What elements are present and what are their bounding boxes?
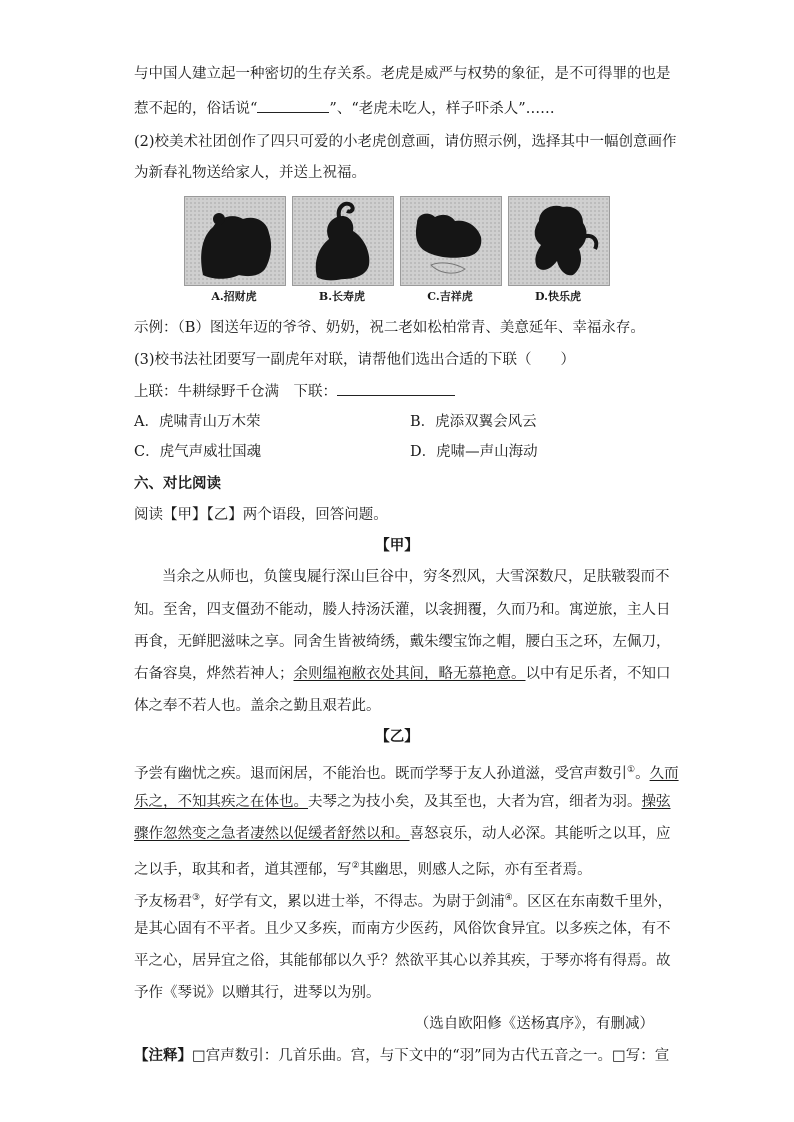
jia-line-5: 体之奉不若人也。盖余之勤且艰若此。 [134,698,381,714]
yi-line-6: 是其心固有不平者。且少又多疾，而南方少医药，风俗饮食异宜。以多疾之体，有不 [134,921,671,937]
yi-line-8: 予作《琴说》以赠其行，进琴以为别。 [134,985,381,1001]
jia-line-4-b: 以中有足乐者，不知口 [525,666,671,682]
jia-underlined-sentence: 余则缊袍敝衣处其间，略无慕艳意。 [293,666,526,682]
option-b[interactable]: B．虎添双翼会风云 [410,414,537,430]
caption-c: C.吉祥虎 [427,290,473,303]
answer-blank-2[interactable] [337,381,455,396]
q2-line-2: 为新春礼物送给家人，并送上祝福。 [134,165,366,181]
jia-line-4 [134,664,671,684]
yi-line-5-c: 。区区在东南数千里外， [512,893,673,910]
couplet-text: 上联：牛耕绿野千仓满 下联： [134,384,337,400]
jia-line-2: 知。至舍，四支僵劲不能动，媵人持汤沃灌，以衾拥覆，久而乃和。寓逆旅，主人日 [134,602,671,618]
option-c[interactable]: C．虎气声威壮国魂 [134,444,262,460]
caption-d: D.快乐虎 [535,290,581,303]
q3-line-1: (3)校书法社团要写一副虎年对联，请帮他们选出合适的下联（ ） [134,352,576,368]
caption-a: A.招财虎 [211,290,257,303]
yi-line-2-b: 夫琴之为技小矣，及其至也，大者为宫，细者为羽。 [308,794,642,810]
tiger-d-silhouette [509,197,609,285]
tiger-panel-c [400,196,502,286]
tiger-c-silhouette [401,197,501,285]
footnote-mark-3: ③ [192,893,201,903]
section-6-instruction: 阅读【甲】【乙】两个语段，回答问题。 [134,507,388,523]
yi-line-1 [134,760,679,784]
jia-line-1: 当余之从师也，负箧曳屣行深山巨谷中，穷冬烈风，大雪深数尺，足肤皲裂而不 [162,569,670,585]
answer-blank-1[interactable] [257,98,329,113]
tiger-panel-d [508,196,610,286]
yi-line-2 [134,792,671,812]
jia-line-4-a: 右备容臭，烨然若神人； [134,666,294,682]
yi-heading: 【乙】 [375,728,419,745]
yi-line-4-a: 之以手，取其和者，道其湮郁，写 [134,861,352,878]
option-d[interactable]: D．虎啸—声山海动 [410,444,538,460]
option-a[interactable]: A．虎啸青山万木荣 [134,414,261,430]
yi-line-1-a: 予尝有幽忧之疾。退而闲居，不能治也。既而学琴于友人孙道滋，受宫声数引 [134,765,627,782]
notes-line [134,1046,669,1066]
yi-line-4 [134,856,592,880]
yi-line-5-a: 予友杨君 [134,893,192,910]
yi-line-5-b: ，好学有文，累以进士举，不得志。为尉于剑浦 [200,893,505,910]
yi-line-5 [134,888,672,912]
yi-line-3-b: 喜怒哀乐，动人必深。其能听之以耳，应 [409,826,671,842]
notes-label: 【注释】 [134,1047,192,1064]
tiger-a-silhouette [185,197,285,285]
couplet-line [134,381,455,402]
tiger-picture-strip [184,196,608,304]
notes-text: □宫声数引：几首乐曲。宫，与下文中的“羽”同为古代五音之一。□写：宣 [192,1048,670,1064]
q2-example: 示例：（B）图送年迈的爷爷、奶奶，祝二老如松柏常青、美意延年、幸福永存。 [134,320,645,336]
intro-line-1: 与中国人建立起一种密切的生存关系。老虎是威严与权势的象征，是不可得罪的也是 [134,66,671,82]
caption-b: B.长寿虎 [318,290,366,303]
jia-heading: 【甲】 [375,537,419,554]
tiger-b-silhouette [293,197,393,285]
jia-line-3: 再食，无鲜肥滋味之享。同舍生皆被绮绣，戴朱缨宝饰之帽，腰白玉之环，左佩刀， [134,634,671,650]
yi-line-1-b: 。 [635,765,650,782]
yi-line-4-b: 其幽思，则感人之际，亦有至者焉。 [359,861,592,878]
yi-line-3 [134,824,671,844]
yi-underlined-2a: 操弦 [641,794,671,810]
yi-underlined-1b: 乐之，不知其疾之在体也。 [134,794,308,810]
yi-underlined-2b: 骤作忽然变之急者凄然以促缓者舒然以和。 [134,826,410,842]
yi-line-7: 平之心，居异宜之俗，其能郁郁以久乎？然欲平其心以养其疾，于琴亦将有得焉。故 [134,953,671,969]
footnote-mark-4: ④ [504,893,513,903]
footnote-mark-1: ① [627,765,636,775]
intro-line-2-a: 惹不起的，俗话说“ [134,101,258,117]
yi-source: （选自欧阳修《送杨寘序》，有删减） [414,1016,654,1032]
intro-line-2 [134,98,555,119]
section-6-title: 六、对比阅读 [134,475,221,492]
tiger-panel-a [184,196,286,286]
tiger-panel-b [292,196,394,286]
yi-underlined-1a: 久而 [649,765,679,782]
footnote-mark-2: ② [351,861,360,871]
q2-line-1: (2)校美术社团创作了四只可爱的小老虎创意画，请仿照示例，选择其中一幅创意画作 [134,134,677,150]
intro-line-2-b: ”、“老虎未吃人，样子吓杀人”…… [329,101,555,117]
